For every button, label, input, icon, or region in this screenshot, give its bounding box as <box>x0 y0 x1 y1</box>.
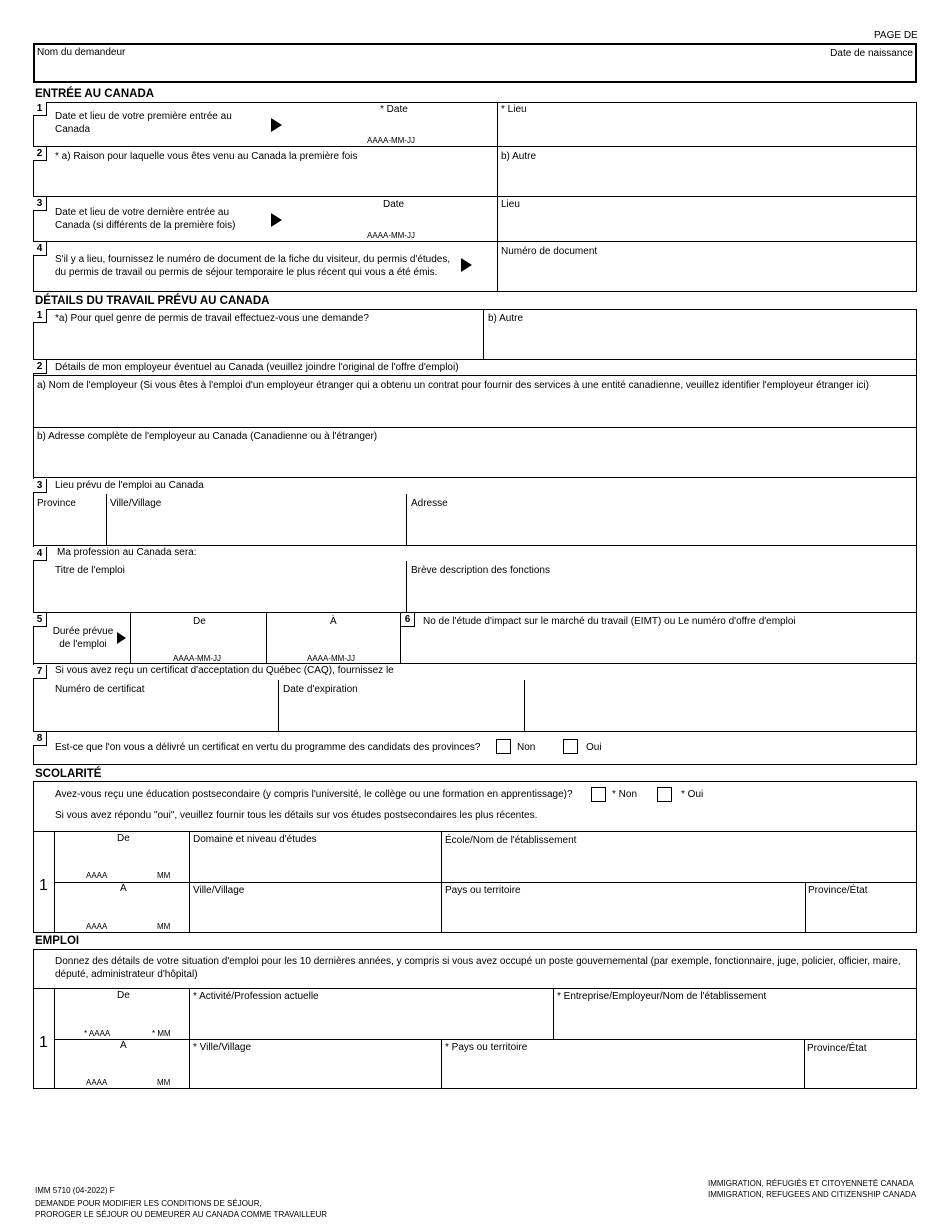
duration-to-format: AAAA-MM-JJ <box>307 654 355 663</box>
postsecondary-yes-checkbox[interactable] <box>657 787 672 802</box>
job-province-label: Province <box>37 498 76 509</box>
job-title-input[interactable] <box>34 579 405 611</box>
page-number-label: PAGE DE <box>874 30 918 41</box>
employment-country-select[interactable] <box>442 1055 803 1088</box>
travail-q4-number: 4 <box>33 547 47 561</box>
permit-type-other-label: b) Autre <box>488 313 524 324</box>
employer-address-input[interactable] <box>34 445 916 476</box>
postsecondary-no-label: * Non <box>612 789 638 800</box>
first-entry-reason-other-label: b) Autre <box>501 151 537 162</box>
lmia-number-input[interactable] <box>401 630 916 662</box>
travail-q8-number: 8 <box>33 732 47 746</box>
caq-label: Si vous avez reçu un certificat d'acceptation du Québec (CAQ), fournissez le <box>55 665 394 676</box>
employer-address-label: b) Adresse complète de l'employeur au Canada (Canadienne ou à l'étranger) <box>37 431 378 442</box>
job-province-select[interactable] <box>34 512 105 544</box>
first-entry-date-format: AAAA-MM-JJ <box>367 136 415 145</box>
entree-row-4-number: 4 <box>33 242 47 256</box>
last-entry-date-input[interactable] <box>300 198 496 240</box>
education-from-year-label: AAAA <box>86 871 108 880</box>
last-entry-place-label: Lieu <box>501 199 520 210</box>
form-title-line-1: DEMANDE POUR MODIFIER LES CONDITIONS DE SÉJOUR, <box>35 1199 262 1208</box>
education-from-input[interactable] <box>55 832 188 881</box>
employment-city-input[interactable] <box>190 1055 440 1088</box>
duration-from-input[interactable] <box>131 613 265 662</box>
pnp-question-label: Est-ce que l'on vous a délivré un certificat en vertu du programme des candidats des provinces? <box>55 742 481 753</box>
pnp-yes-checkbox[interactable] <box>563 739 578 754</box>
current-occupation-label: * Activité/Profession actuelle <box>193 991 319 1002</box>
education-from-month-label: MM <box>157 871 171 880</box>
education-country-label: Pays ou territoire <box>445 885 521 896</box>
caq-certificate-number-input[interactable] <box>34 697 277 730</box>
education-province-label: Province/État <box>808 885 868 896</box>
education-to-month-label: MM <box>157 922 171 931</box>
permit-type-label: *a) Pour quel genre de permis de travail effectuez-vous une demande? <box>55 313 369 324</box>
permit-type-other-input[interactable] <box>484 327 916 358</box>
travail-q6-number: 6 <box>401 613 415 627</box>
education-country-select[interactable] <box>442 898 804 932</box>
entree-row-2-number: 2 <box>33 147 47 161</box>
employment-province-label: Province/État <box>807 1043 867 1054</box>
education-to-label: À <box>120 883 127 894</box>
education-city-input[interactable] <box>190 898 440 932</box>
education-province-input[interactable] <box>806 898 916 932</box>
employment-to-month-label: MM <box>157 1078 171 1087</box>
job-city-input[interactable] <box>107 512 405 544</box>
form-code: IMM 5710 (04-2022) F <box>35 1186 115 1195</box>
first-entry-reason-label: * a) Raison pour laquelle vous êtes venu au Canada la première fois <box>55 151 358 162</box>
travail-q3-number: 3 <box>33 479 47 493</box>
job-duration-label: Durée prévue de l'emploi <box>52 626 114 650</box>
duration-to-input[interactable] <box>267 613 399 662</box>
postsecondary-no-checkbox[interactable] <box>591 787 606 802</box>
arrow-right-icon <box>271 118 282 132</box>
employer-name-label: a) Nom de l'employeur (Si vous êtes à l'emploi d'un employeur étranger qui a obtenu un contrat pour fournir des services à une entité canadienne, veuillez identifier l'employeur étranger ici) <box>37 380 869 391</box>
duties-description-label: Brève description des fonctions <box>411 565 550 576</box>
employment-from-year-label: * AAAA <box>84 1029 111 1038</box>
pnp-yes-label: Oui <box>586 742 602 753</box>
last-entry-date-format: AAAA-MM-JJ <box>367 231 415 240</box>
school-name-label: École/Nom de l'établissement <box>445 835 577 846</box>
field-of-study-input[interactable] <box>190 847 440 881</box>
travail-q2-number: 2 <box>33 360 47 374</box>
employment-city-label: * Ville/Village <box>193 1042 252 1053</box>
document-number-instruction: S'il y a lieu, fournissez le numéro de document de la fiche du visiteur, du permis d'études, du permis de travail ou permis de séjour temporaire le plus récent qui vous a été émis. <box>55 254 451 278</box>
section-title-travail: DÉTAILS DU TRAVAIL PRÉVU AU CANADA <box>35 295 270 307</box>
lmia-number-label: No de l'étude d'impact sur le marché du travail (EIMT) ou Le numéro d'offre d'emploi <box>423 616 796 627</box>
postsecondary-yes-label: * Oui <box>681 789 704 800</box>
duration-from-format: AAAA-MM-JJ <box>173 654 221 663</box>
caq-expiry-date-input[interactable] <box>279 697 523 730</box>
education-from-label: De <box>117 833 130 844</box>
department-name-en: IMMIGRATION, REFUGEES AND CITIZENSHIP CANADA <box>708 1190 917 1199</box>
education-row-number: 1 <box>39 877 48 894</box>
travail-q5-number: 5 <box>33 613 47 627</box>
duration-from-label: De <box>193 616 206 627</box>
form-title-line-2: PROROGER LE SÉJOUR OU DEMEURER AU CANADA COMME TRAVAILLEUR <box>35 1210 328 1219</box>
arrow-right-icon <box>461 258 472 272</box>
section-title-scolarite: SCOLARITÉ <box>35 768 102 780</box>
employment-country-label: * Pays ou territoire <box>445 1042 528 1053</box>
applicant-name-label: Nom du demandeur <box>37 47 126 58</box>
education-city-label: Ville/Village <box>193 885 245 896</box>
first-entry-place-input[interactable] <box>498 103 916 145</box>
document-number-input[interactable] <box>498 258 916 291</box>
postsecondary-question: Avez-vous reçu une éducation postsecondaire (y compris l'université, le collège ou une formation en apprentissage)? <box>55 789 573 800</box>
job-address-input[interactable] <box>407 512 916 544</box>
employment-from-month-label: * MM <box>152 1029 171 1038</box>
first-entry-date-label: * Date <box>380 104 408 115</box>
school-name-input[interactable] <box>442 848 916 881</box>
pnp-no-checkbox[interactable] <box>496 739 511 754</box>
employment-instruction: Donnez des détails de votre situation d'emploi pour les 10 dernières années, y compris si vous avez occupé un poste gouvernemental (par exemple, fonctionnaire, juge, policier, officier, maire, député, administrateur d'hôpital) <box>55 956 901 980</box>
date-of-birth-label: Date de naissance <box>830 48 913 59</box>
job-city-label: Ville/Village <box>110 498 162 509</box>
caq-expiry-date-label: Date d'expiration <box>283 684 358 695</box>
first-entry-date-input[interactable] <box>300 103 496 145</box>
postsecondary-instruction: Si vous avez répondu "oui", veuillez fournir tous les détails sur vos études postsecondaires les plus récentes. <box>55 810 538 821</box>
education-to-input[interactable] <box>55 883 188 932</box>
last-entry-place-input[interactable] <box>498 198 916 240</box>
first-entry-label: Date et lieu de votre première entrée au Canada <box>55 111 232 135</box>
employment-from-input[interactable] <box>55 989 188 1038</box>
last-entry-date-label: Date <box>383 199 405 210</box>
employment-from-label: De <box>117 990 130 1001</box>
employer-name-input[interactable] <box>34 394 916 426</box>
employer-details-label: Détails de mon employeur éventuel au Canada (veuillez joindre l'original de l'offre d'emploi) <box>55 362 459 373</box>
first-entry-reason-select[interactable] <box>34 164 496 195</box>
arrow-right-icon <box>117 632 126 644</box>
education-to-year-label: AAAA <box>86 922 108 931</box>
employment-to-year-label: AAAA <box>86 1078 108 1087</box>
employment-row-number: 1 <box>39 1034 48 1051</box>
entree-row-3-number: 3 <box>33 197 47 211</box>
permit-type-select[interactable] <box>34 327 482 358</box>
employment-to-label: À <box>120 1040 127 1051</box>
section-title-entree: ENTRÉE AU CANADA <box>35 88 155 100</box>
employment-province-input[interactable] <box>805 1055 916 1088</box>
applicant-name-field[interactable] <box>33 43 917 83</box>
first-entry-place-label: * Lieu <box>501 104 527 115</box>
field-of-study-label: Domaine et niveau d'études <box>193 834 317 845</box>
employment-to-input[interactable] <box>55 1040 188 1088</box>
employer-name-employment-input[interactable] <box>554 1004 916 1038</box>
employer-name-employment-label: * Entreprise/Employeur/Nom de l'établissement <box>557 991 767 1002</box>
current-occupation-input[interactable] <box>190 1004 552 1038</box>
section-title-emploi: EMPLOI <box>35 935 80 947</box>
duties-description-input[interactable] <box>407 579 916 611</box>
document-number-label: Numéro de document <box>501 246 598 257</box>
travail-q7-number: 7 <box>33 665 47 679</box>
job-address-label: Adresse <box>411 498 448 509</box>
occupation-label: Ma profession au Canada sera: <box>57 547 197 558</box>
job-title-label: Titre de l'emploi <box>55 565 125 576</box>
pnp-no-label: Non <box>517 742 536 753</box>
caq-certificate-number-label: Numéro de certificat <box>55 684 145 695</box>
entree-row-1-number: 1 <box>33 102 47 116</box>
duration-to-label: À <box>330 616 337 627</box>
travail-q1-number: 1 <box>33 309 47 323</box>
job-location-label: Lieu prévu de l'emploi au Canada <box>55 480 204 491</box>
department-name-fr: IMMIGRATION, RÉFUGIÉS ET CITOYENNETÉ CANADA <box>708 1179 914 1188</box>
arrow-right-icon <box>271 213 282 227</box>
first-entry-reason-other-input[interactable] <box>498 164 916 195</box>
last-entry-label: Date et lieu de votre dernière entrée au Canada (si différents de la première fois) <box>55 207 236 231</box>
